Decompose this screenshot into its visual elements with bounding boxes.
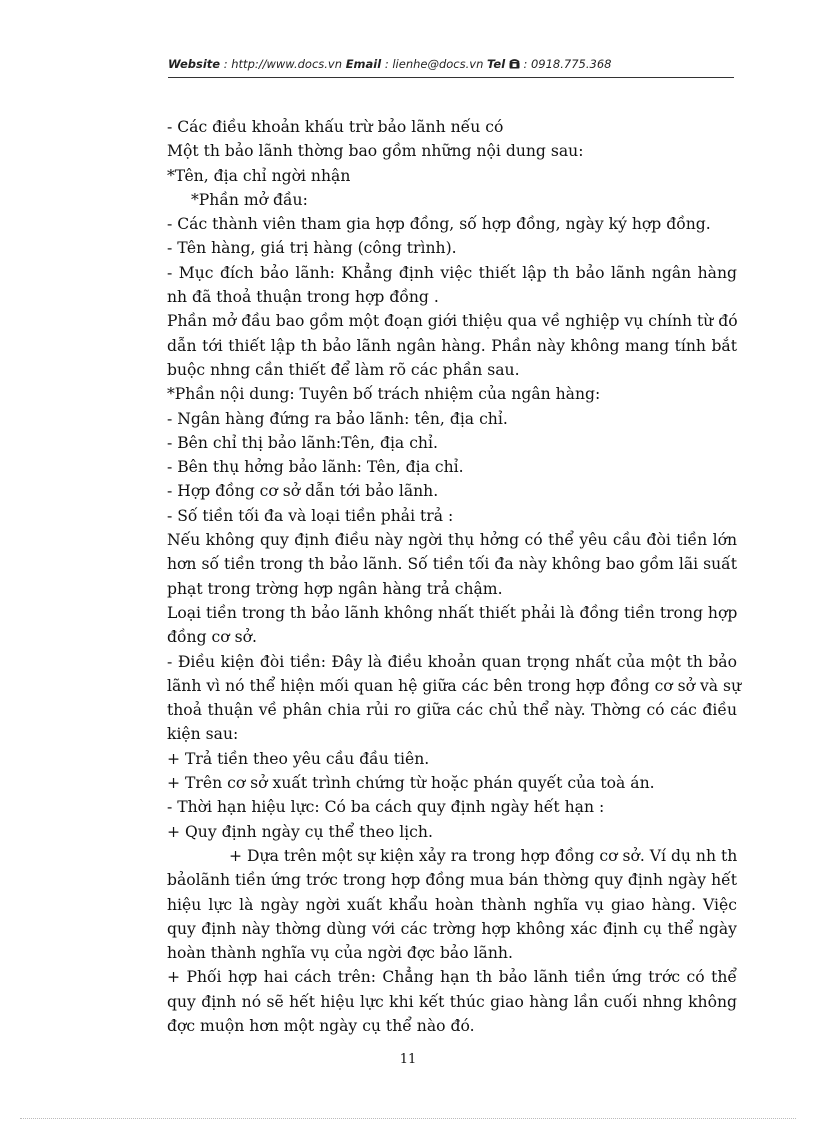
- text-line: đồng cơ sở.: [167, 628, 257, 647]
- text-line: + Quy định ngày cụ thể theo lịch.: [167, 822, 433, 841]
- email-label: Email: [345, 57, 382, 71]
- text-line: quy định nó sẽ hết hiệu lực khi kết thúc giao hàng lần cuối nhng không: [167, 992, 737, 1011]
- text-line: - Hợp đồng cơ sở dẫn tới bảo lãnh.: [167, 482, 439, 501]
- text-line: - Tên hàng, giá trị hàng (công trình).: [167, 239, 457, 258]
- text-line: phạt trong trờng hợp ngân hàng trả chậm.: [167, 579, 503, 598]
- text-line: Một th bảo lãnh thờng bao gồm những nội dung sau:: [167, 142, 584, 161]
- text-line: nh đã thoả thuận trong hợp đồng .: [167, 288, 439, 307]
- text-line: hiệu lực là ngày ngời xuất khẩu hoàn thành nghĩa vụ giao hàng. Việc: [167, 895, 737, 914]
- tel-label: Tel: [487, 57, 506, 71]
- footer-divider: [20, 1118, 796, 1119]
- text-line: + Dựa trên một sự kiện xảy ra trong hợp đồng cơ sở. Ví dụ nh th: [229, 846, 738, 865]
- text-line: - Điều kiện đòi tiền: Đây là điều khoản quan trọng nhất của một th bảo: [167, 652, 737, 671]
- website-label: Website: [168, 57, 221, 71]
- text-line: *Tên, địa chỉ ngời nhận: [167, 166, 351, 185]
- text-line: lãnh vì nó thể hiện mối quan hệ giữa các bên trong hợp đồng cơ sở và sự: [167, 676, 742, 695]
- text-line: *Phần nội dung: Tuyên bố trách nhiệm của ngân hàng:: [167, 385, 601, 404]
- text-line: - Bên chỉ thị bảo lãnh:Tên, địa chỉ.: [167, 433, 438, 452]
- text-line: đợc muộn hơn một ngày cụ thể nào đó.: [167, 1016, 475, 1035]
- text-line: - Ngân hàng đứng ra bảo lãnh: tên, địa chỉ.: [167, 409, 508, 428]
- text-line: - Thời hạn hiệu lực: Có ba cách quy định ngày hết hạn :: [167, 798, 605, 817]
- text-line: Loại tiền trong th bảo lãnh không nhất thiết phải là đồng tiền trong hợp: [167, 603, 738, 622]
- text-line: + Trả tiền theo yêu cầu đầu tiên.: [167, 749, 430, 768]
- text-line: *Phần mở đầu:: [191, 190, 308, 209]
- page-number: 11: [399, 1052, 417, 1067]
- text-line: Nếu không quy định điều này ngời thụ hởng có thể yêu cầu đòi tiền lớn: [167, 531, 737, 550]
- text-line: + Trên cơ sở xuất trình chứng từ hoặc phán quyết của toà án.: [167, 774, 655, 793]
- text-line: - Bên thụ hởng bảo lãnh: Tên, địa chỉ.: [167, 458, 464, 477]
- text-line: hơn số tiền trong th bảo lãnh. Số tiền tối đa này không bao gồm lãi suất: [167, 555, 737, 574]
- text-line: - Số tiền tối đa và loại tiền phải trả :: [167, 506, 454, 525]
- phone-icon: [509, 58, 520, 72]
- text-line: - Mục đích bảo lãnh: Khẳng định việc thiết lập th bảo lãnh ngân hàng: [167, 263, 737, 282]
- text-line: thoả thuận về phân chia rủi ro giữa các chủ thể này. Thờng có các điều: [167, 701, 737, 720]
- email-value: : lienhe@docs.vn: [381, 57, 488, 71]
- website-value: : http://www.docs.vn: [220, 57, 346, 71]
- page-header: [168, 57, 730, 75]
- text-line: dẫn tới thiết lập th bảo lãnh ngân hàng. Phần này không mang tính bắt: [167, 336, 737, 355]
- text-line: buộc nhng cần thiết để làm rõ các phần sau.: [167, 360, 520, 379]
- text-line: - Các điều khoản khấu trừ bảo lãnh nếu có: [167, 118, 504, 136]
- text-line: hoàn thành nghĩa vụ của ngời đợc bảo lãnh.: [167, 944, 513, 963]
- document-body: [167, 115, 742, 1038]
- tel-value: : 0918.775.368: [519, 57, 612, 71]
- text-line: + Phối hợp hai cách trên: Chẳng hạn th bảo lãnh tiền ứng trớc có thể: [167, 968, 737, 987]
- text-line: kiện sau:: [167, 725, 239, 744]
- header-divider: [168, 77, 734, 78]
- text-line: - Các thành viên tham gia hợp đồng, số hợp đồng, ngày ký hợp đồng.: [167, 215, 711, 234]
- text-line: quy định này thờng dùng với các trờng hợp không xác định cụ thể ngày: [167, 919, 737, 938]
- text-line: bảolãnh tiền ứng trớc trong hợp đồng mua bán thờng quy định ngày hết: [167, 871, 737, 890]
- text-line: Phần mở đầu bao gồm một đoạn giới thiệu qua về nghiệp vụ chính từ đó: [167, 312, 738, 331]
